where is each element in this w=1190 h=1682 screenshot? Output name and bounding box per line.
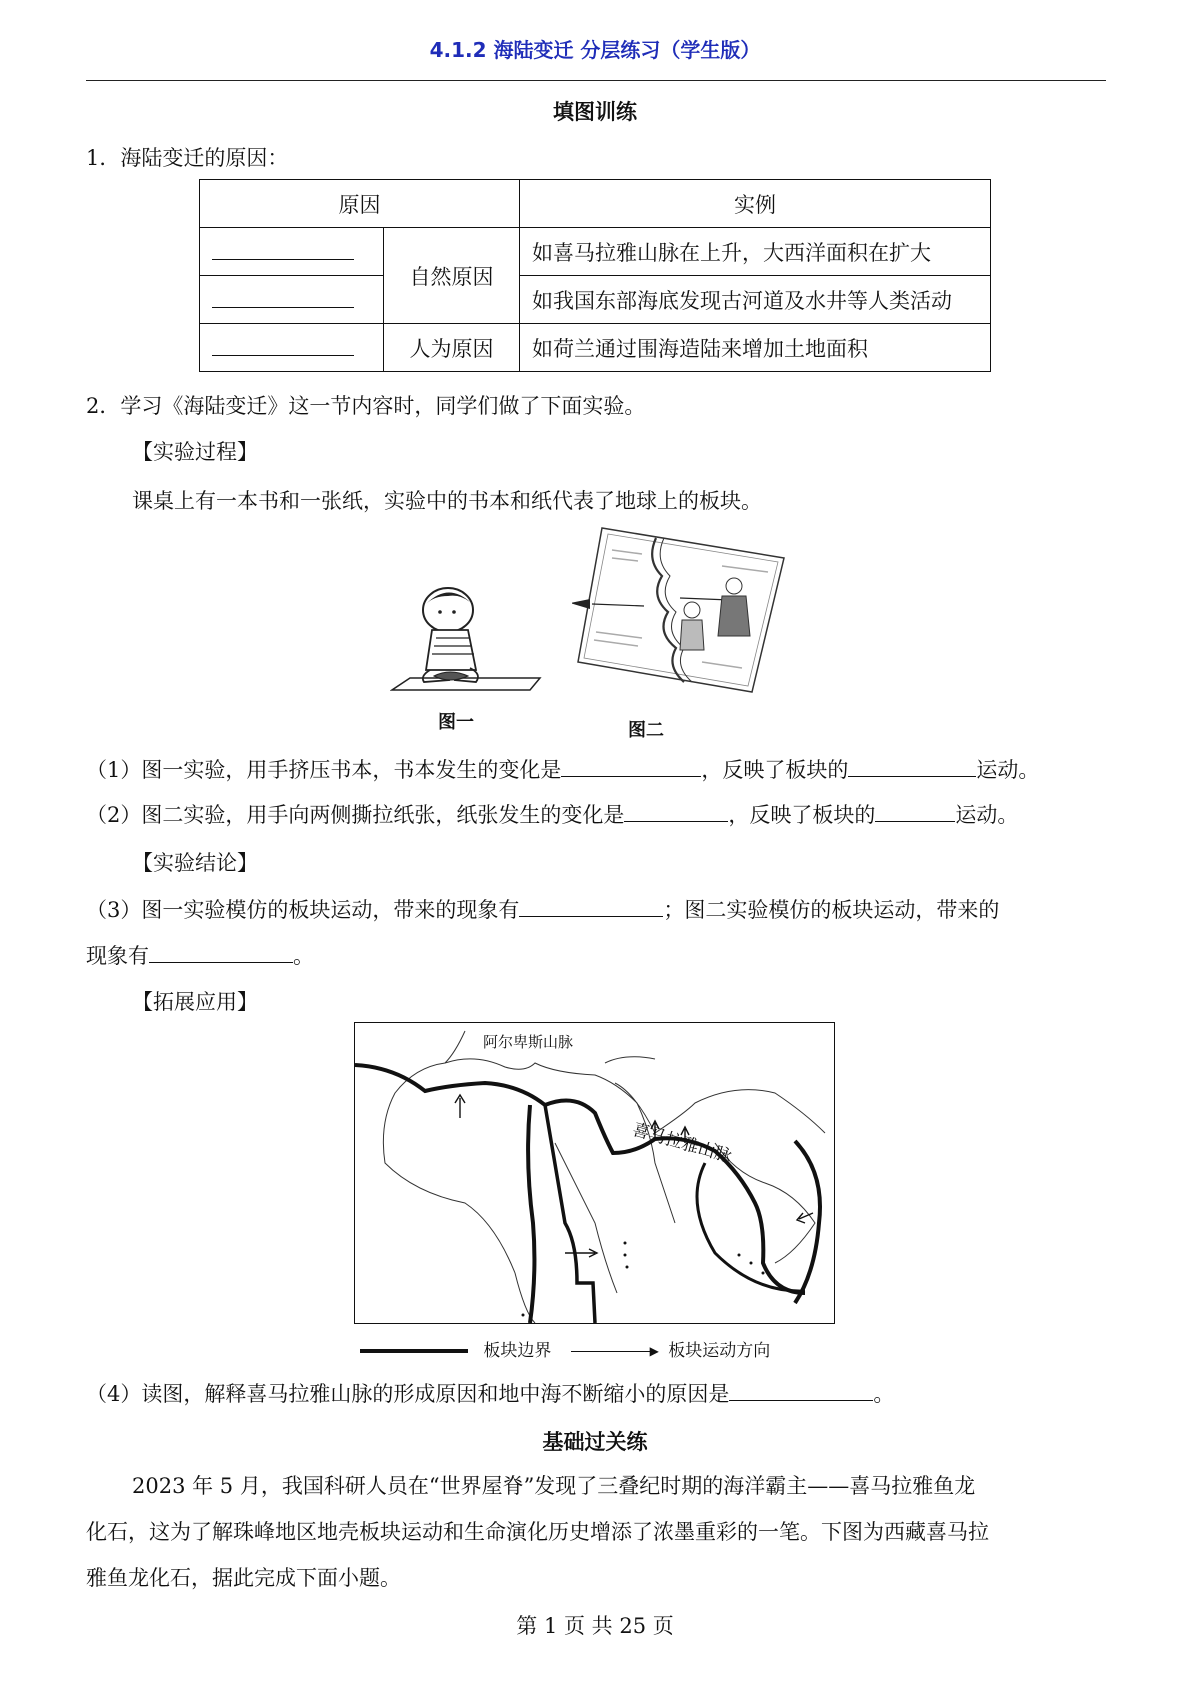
subquestion-3-text-d: 。 <box>293 944 314 968</box>
subquestion-4-text-a: （4）读图，解释喜马拉雅山脉的形成原因和地中海不断缩小的原因是 <box>86 1382 730 1406</box>
legend-direction-label: 板块运动方向 <box>668 1341 771 1361</box>
answer-blank-cell[interactable] <box>200 276 384 324</box>
answer-blank-cell[interactable] <box>200 228 384 276</box>
causes-table <box>199 179 991 372</box>
table-row <box>200 180 991 228</box>
example-cell: 如荷兰通过围海造陆来增加土地面积 <box>520 324 991 372</box>
figure-2-caption: 图二 <box>628 720 664 741</box>
example-cell: 如喜马拉雅山脉在上升，大西洋面积在扩大 <box>520 228 991 276</box>
subquestion-4-text-b: 。 <box>873 1382 895 1406</box>
section-heading-basic: 基础过关练 <box>542 1430 648 1454</box>
subquestion-1-text-c: 运动。 <box>976 758 1040 782</box>
question-2-stem: 2．学习《海陆变迁》这一节内容时，同学们做了下面实验。 <box>86 394 646 418</box>
subquestion-1-text-b: ，反映了板块的 <box>701 758 849 782</box>
map-label-himalaya: 喜马拉雅山脉 <box>630 1119 734 1168</box>
legend-arrow-icon: ▶ <box>571 1351 657 1352</box>
answer-blank-cell[interactable] <box>200 324 384 372</box>
answer-blank[interactable] <box>212 335 354 356</box>
answer-blank[interactable] <box>212 287 354 308</box>
subquestion-1-text-a: （1）图一实验，用手挤压书本，书本发生的变化是 <box>86 758 562 782</box>
header-rule <box>86 80 1106 81</box>
example-cell: 如我国东部海底发现古河道及水井等人类活动 <box>520 276 991 324</box>
legend-boundary-label: 板块边界 <box>483 1341 552 1361</box>
map-drawing <box>355 1023 835 1324</box>
experiment-process-label: 【实验过程】 <box>132 440 258 464</box>
map-legend <box>360 1336 770 1361</box>
answer-blank[interactable] <box>848 756 976 777</box>
question-1-stem: 1．海陆变迁的原因： <box>86 146 289 170</box>
experiment-conclusion-label: 【实验结论】 <box>132 851 258 875</box>
figure-1-illustration <box>390 580 545 700</box>
subquestion-4 <box>86 1378 894 1408</box>
basic-paragraph-line-3: 雅鱼龙化石，据此完成下面小题。 <box>86 1566 401 1590</box>
document-title: 4.1.2 海陆变迁 分层练习（学生版） <box>429 38 761 62</box>
human-cause-cell: 人为原因 <box>383 324 519 372</box>
natural-cause-cell: 自然原因 <box>383 228 519 324</box>
answer-blank[interactable] <box>212 239 354 260</box>
answer-blank[interactable] <box>729 1380 873 1401</box>
answer-blank[interactable] <box>149 942 293 963</box>
experiment-process-text: 课桌上有一本书和一张纸，实验中的书本和纸代表了地球上的板块。 <box>132 489 762 513</box>
subquestion-2-text-c: 运动。 <box>955 803 1019 827</box>
plate-boundary-map <box>354 1022 835 1324</box>
basic-paragraph-line-1: 2023 年 5 月，我国科研人员在“世界屋脊”发现了三叠纪时期的海洋霸主——喜马拉雅鱼龙 <box>132 1474 976 1498</box>
answer-blank[interactable] <box>561 756 701 777</box>
subquestion-2-text-a: （2）图二实验，用手向两侧撕拉纸张，纸张发生的变化是 <box>86 803 625 827</box>
map-label-alps: 阿尔卑斯山脉 <box>483 1033 574 1051</box>
subquestion-3-line-2 <box>86 940 314 970</box>
basic-paragraph-line-2: 化石，这为了解珠峰地区地壳板块运动和生命演化历史增添了浓墨重彩的一笔。下图为西藏喜马拉 <box>86 1520 989 1544</box>
subquestion-2-text-b: ，反映了板块的 <box>728 803 876 827</box>
table-header-cause: 原因 <box>200 180 520 228</box>
table-row <box>200 324 991 372</box>
subquestion-3-text-c: 现象有 <box>86 944 149 968</box>
extended-application-label: 【拓展应用】 <box>132 990 258 1014</box>
answer-blank[interactable] <box>624 801 728 822</box>
subquestion-2 <box>86 799 1018 829</box>
answer-blank[interactable] <box>875 801 955 822</box>
subquestion-1 <box>86 754 1039 784</box>
table-row <box>200 228 991 276</box>
table-row <box>200 276 991 324</box>
subquestion-3-text-a: （3）图一实验模仿的板块运动，带来的现象有 <box>86 898 520 922</box>
figure-2-illustration <box>572 520 797 695</box>
answer-blank[interactable] <box>519 896 663 917</box>
figure-1-caption: 图一 <box>438 712 474 733</box>
page-number: 第 1 页 共 25 页 <box>516 1614 674 1638</box>
section-heading-fill-map: 填图训练 <box>553 100 637 124</box>
subquestion-3-text-b: ；图二实验模仿的板块运动，带来的 <box>663 898 1000 922</box>
subquestion-3-line-1 <box>86 894 999 924</box>
legend-boundary-line <box>360 1349 468 1353</box>
table-header-example: 实例 <box>520 180 991 228</box>
